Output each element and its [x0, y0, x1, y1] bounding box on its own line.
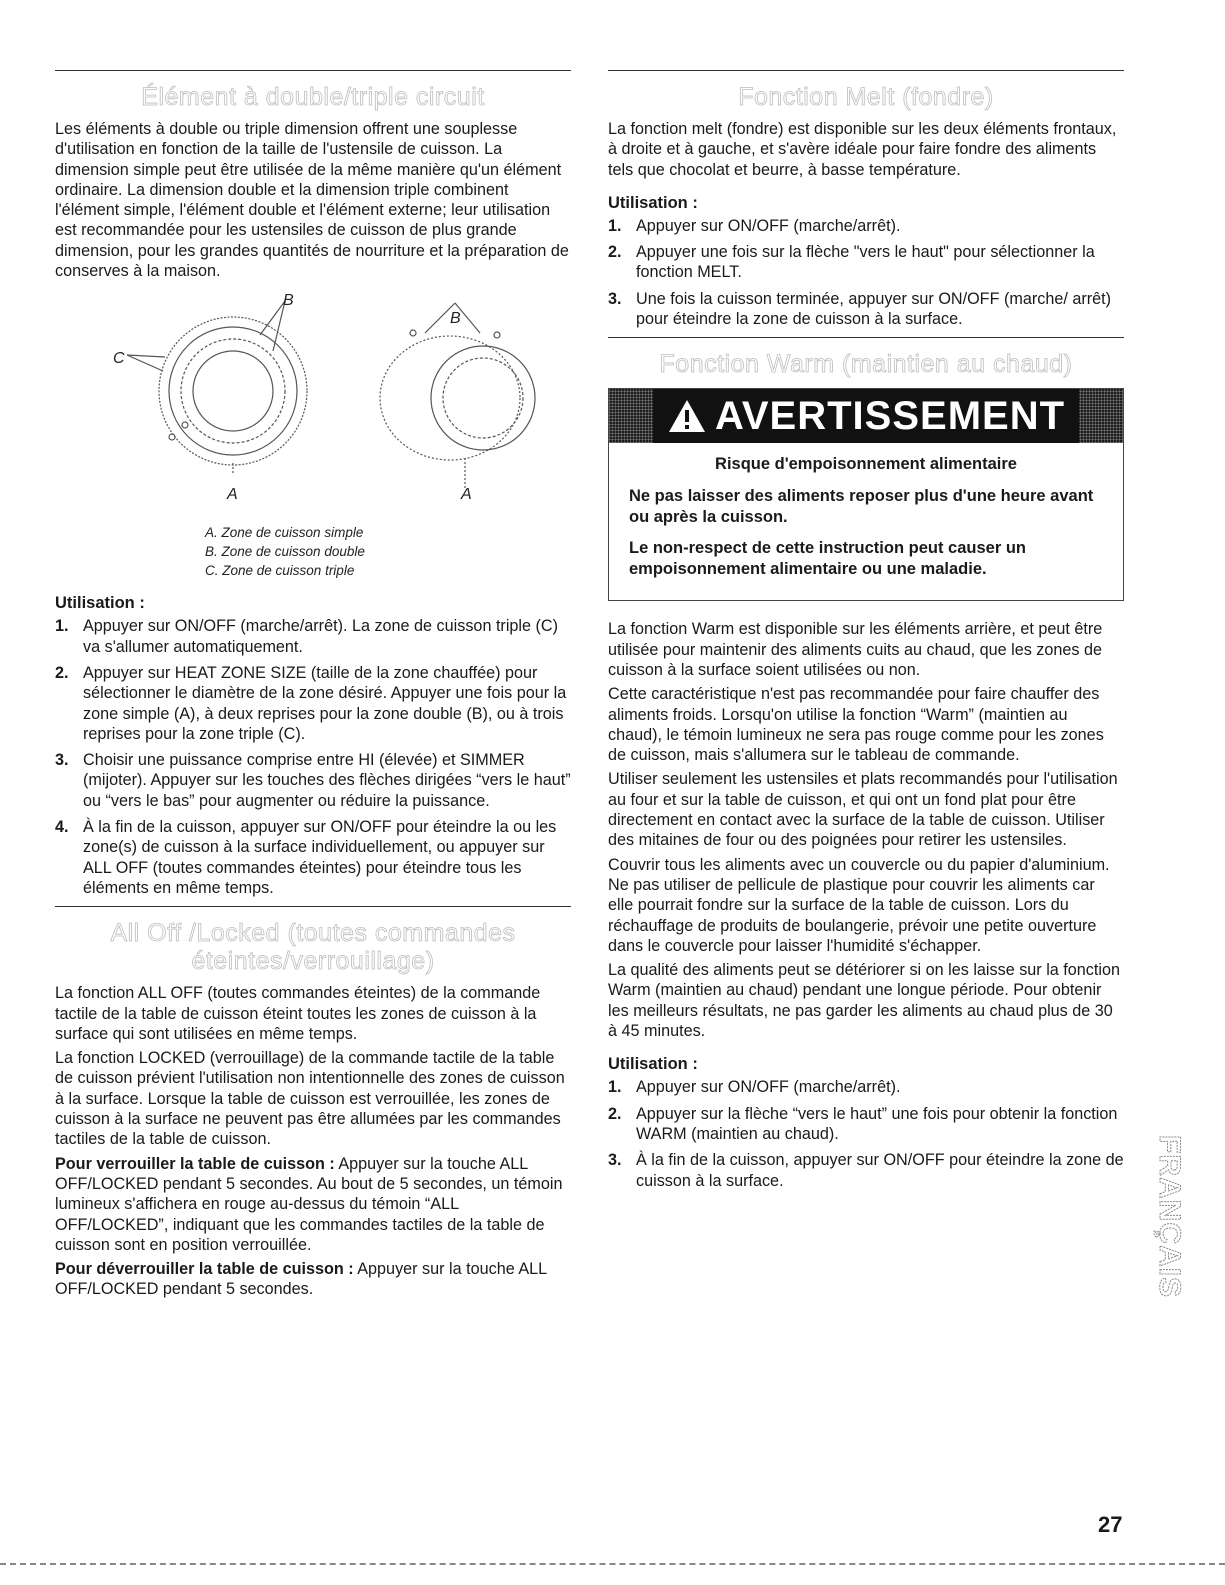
section-title-melt: Fonction Melt (fondre)	[738, 83, 994, 111]
dual-element-intro: Les éléments à double ou triple dimension offrent une souplesse d'utilisation en fonction de la taille de l'ustensile de cuisson. La dimension simple peut être utilisée de la même manière qu'un élément ordinaire. La dimension double et la dimension triple combinent l'élément simple, l'élément double et l'élément externe; leur utilisation est recommandée pour les ustensiles de cuisson de plus grande dimension, pour les grandes quantités de nourriture et la préparation de conserves à la maison.	[55, 120, 569, 281]
step-number: 4.	[55, 818, 69, 837]
section-title-warm: Fonction Warm (maintien au chaud)	[659, 350, 1073, 379]
dual-element-steps	[55, 616, 571, 898]
section-title-all-off-line1: All Off /Locked (toutes commandes	[110, 919, 516, 948]
section-rule	[55, 906, 571, 907]
label-a-dual: A	[461, 486, 472, 504]
list-item	[55, 616, 571, 657]
list-item	[608, 1077, 1124, 1097]
warning-hazard: Risque d'empoisonnement alimentaire	[715, 455, 1017, 474]
caption-a: A. Zone de cuisson simple	[205, 525, 364, 541]
caption-c: C. Zone de cuisson triple	[205, 563, 355, 579]
lock-text: Appuyer sur la touche ALL OFF/LOCKED pendant 5 secondes. Au bout de 5 secondes, un témoin lumineux s'affichera en rouge au-dessus du témoin “ALL OFF/LOCKED”, indiquant que les commandes tactiles de la table de cuisson sont en position verrouillée.	[55, 1154, 563, 1254]
step-number: 2.	[608, 1104, 622, 1123]
section-title-all-off-line2: éteintes/verrouillage)	[191, 947, 435, 976]
lock-instructions	[55, 1154, 571, 1255]
step-text: Appuyer sur la flèche “vers le haut” une fois pour obtenir la fonction WARM (maintien au chaud).	[636, 1104, 1118, 1143]
melt-steps	[608, 216, 1124, 329]
language-side-tab	[1148, 1130, 1186, 1360]
label-c: C	[113, 350, 125, 368]
section-rule	[608, 337, 1124, 338]
step-text: À la fin de la cuisson, appuyer sur ON/OFF pour éteindre la ou les zone(s) de cuisson à la surface individuellement, ou appuyer sur ALL OFF (toutes commandes éteintes) pour éteindre tous les éléments en même temps.	[83, 818, 557, 897]
step-number: 3.	[608, 1151, 622, 1170]
step-text: Choisir une puissance comprise entre HI (élevée) et SIMMER (mijoter). Appuyer sur les touches des flèches dirigées “vers le haut” ou “vers le bas” pour augmenter ou réduire la puissance.	[83, 751, 571, 810]
unlock-instructions	[55, 1259, 571, 1300]
list-item	[608, 216, 1124, 236]
step-text: Appuyer sur ON/OFF (marche/arrêt).	[636, 216, 901, 235]
locked-paragraph: La fonction LOCKED (verrouillage) de la commande tactile de la table de cuisson prévient l'utilisation non intentionnelle des zones de cuisson à la surface. Lorsque la table de cuisson est verrouillée, les zones de cuisson à la surface ne peuvent pas être allumées par les commandes tactiles de la table de cuisson.	[55, 1049, 565, 1149]
step-text: Appuyer sur HEAT ZONE SIZE (taille de la zone chauffée) pour sélectionner le diamètre de la zone désiré. Appuyer une fois pour la zone simple (A), à deux reprises pour la zone double (B), ou à trois reprises pour la zone triple (C).	[83, 663, 567, 743]
caption-b: B. Zone de cuisson double	[205, 544, 365, 560]
list-item	[608, 289, 1124, 330]
section-title-dual-element: Élément à double/triple circuit	[141, 83, 485, 111]
step-number: 1.	[55, 617, 69, 636]
warm-paragraph-3: Utiliser seulement les ustensiles et plats recommandés pour l'utilisation au four et sur la table de cuisson, et qui ont un fond plat pour être directement en contact avec la surface de la table de cuisson. Utiliser des mitaines de four ou des poignées pour retirer les ustensiles.	[608, 770, 1118, 850]
step-text: Appuyer une fois sur la flèche "vers le haut" pour sélectionner la fonction MELT.	[636, 243, 1095, 282]
step-text: À la fin de la cuisson, appuyer sur ON/OFF pour éteindre la zone de cuisson à la surface.	[636, 1151, 1124, 1190]
list-item	[55, 750, 571, 811]
unlock-label: Pour déverrouiller la table de cuisson :	[55, 1260, 354, 1279]
step-text: Une fois la cuisson terminée, appuyer sur ON/OFF (marche/ arrêt) pour éteindre la zone de cuisson à la surface.	[636, 289, 1111, 329]
warning-line-2: Le non-respect de cette instruction peut causer un empoisonnement alimentaire ou une maladie.	[629, 539, 1026, 579]
lock-label: Pour verrouiller la table de cuisson :	[55, 1154, 335, 1173]
step-number: 2.	[55, 663, 69, 682]
warning-title: AVERTISSEMENT	[714, 393, 1066, 438]
step-number: 3.	[55, 751, 69, 770]
unlock-text: Appuyer sur la touche ALL OFF/LOCKED pendant 5 secondes.	[55, 1260, 547, 1299]
label-b-dual: B	[450, 310, 461, 328]
label-a-triple: A	[227, 486, 238, 504]
usage-heading: Utilisation :	[55, 594, 145, 613]
list-item	[55, 663, 571, 744]
element-diagram	[55, 293, 571, 523]
warning-line-1: Ne pas laisser des aliments reposer plus d'une heure avant ou après la cuisson.	[629, 487, 1094, 527]
label-b-triple: B	[283, 293, 294, 310]
list-item	[55, 817, 571, 898]
dual-element-drawing	[380, 303, 535, 488]
page-number: 27	[1098, 1512, 1123, 1537]
warning-banner	[609, 389, 1123, 443]
step-number: 3.	[608, 289, 622, 308]
step-number: 1.	[608, 216, 622, 235]
element-diagram-svg	[55, 293, 571, 523]
all-off-paragraph: La fonction ALL OFF (toutes commandes éteintes) de la commande tactile de la table de cuisson éteint toutes les zones de cuisson à la surface qui sont utilisées en même temps.	[55, 984, 541, 1043]
warning-box	[608, 388, 1124, 601]
list-item	[608, 1150, 1124, 1191]
usage-heading: Utilisation :	[608, 193, 698, 212]
page-bottom-rule	[0, 1563, 1225, 1565]
section-rule	[608, 70, 1124, 71]
warm-paragraph-4: Couvrir tous les aliments avec un couvercle ou du papier d'aluminium. Ne pas utiliser de pellicule de plastique pour couvrir les aliments car elle pourrait fondre sur la surface de la table de cuisson. Lors du réchauffage de produits de boulangerie, prévoir une petite ouverture dans le couvercle pour laisser l'humidité s'échapper.	[608, 855, 1110, 955]
warning-body	[609, 443, 1123, 600]
side-tab-label: FRANÇAIS	[1153, 1135, 1186, 1298]
left-column	[55, 70, 571, 1304]
warning-triangle-icon	[667, 398, 707, 434]
triple-element-drawing	[127, 301, 307, 475]
melt-paragraph: La fonction melt (fondre) est disponible sur les deux éléments frontaux, à droite et à gauche, et s'avère idéale pour faire fondre des aliments tels que chocolat et beurre, à basse température.	[608, 120, 1117, 179]
step-text: Appuyer sur ON/OFF (marche/arrêt). La zone de cuisson triple (C) va s'allumer automatiquement.	[83, 617, 558, 656]
step-number: 1.	[608, 1078, 622, 1097]
right-column	[608, 70, 1124, 1197]
warm-paragraph-5: La qualité des aliments peut se détériorer si on les laisse sur la fonction Warm (maintien au chaud) pendant une longue période. Pour obtenir les meilleurs résultats, ne pas garder les aliments au chaud plus de 30 à 45 minutes.	[608, 961, 1120, 1041]
step-text: Appuyer sur ON/OFF (marche/arrêt).	[636, 1078, 901, 1097]
warning-banner-inner	[653, 389, 1079, 443]
warm-paragraph-2: Cette caractéristique n'est pas recommandée pour faire chauffer des aliments froids. Lorsqu'on utilise la fonction “Warm” (maintien au chaud), le témoin lumineux ne sera pas rouge comme pour les zones de cuisson, mais s'allumera sur le tableau de commande.	[608, 685, 1104, 765]
section-rule	[55, 70, 571, 71]
figure-captions	[205, 523, 571, 580]
warm-paragraph-1: La fonction Warm est disponible sur les éléments arrière, et peut être utilisée pour maintenir des aliments cuits au chaud, que les zones de cuisson à la surface soient utilisées ou non.	[608, 620, 1103, 679]
warm-steps	[608, 1077, 1124, 1190]
step-number: 2.	[608, 243, 622, 262]
list-item	[608, 242, 1124, 283]
usage-heading: Utilisation :	[608, 1055, 698, 1074]
list-item	[608, 1104, 1124, 1145]
